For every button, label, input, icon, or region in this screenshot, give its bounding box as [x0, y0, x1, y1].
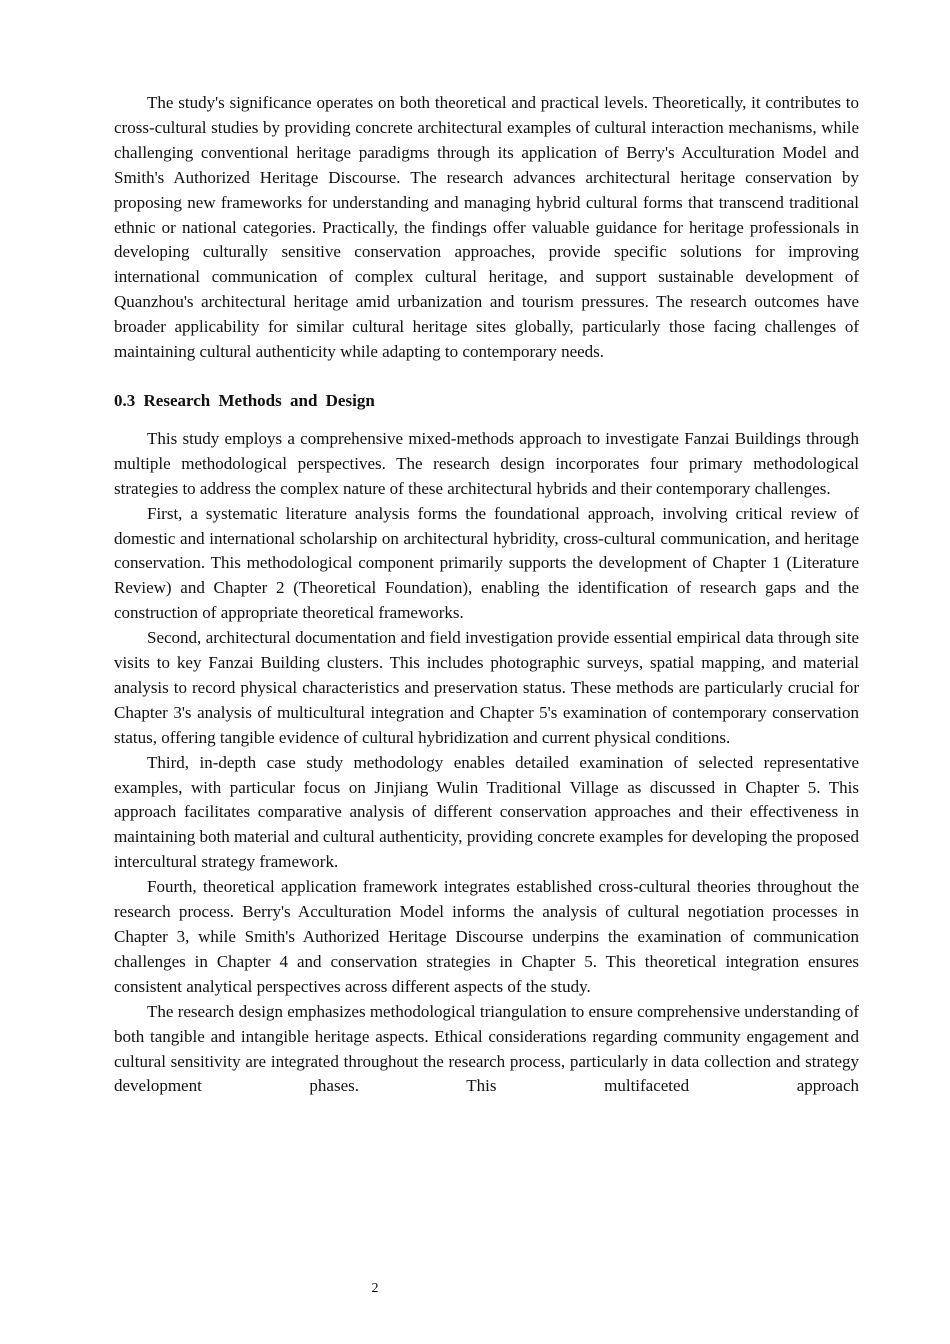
document-page [114, 91, 859, 1099]
case-study-paragraph: Third, in-depth case study methodology enables detailed examination of selected representative examples, with particular focus on Jinjiang Wulin Traditional Village as discussed in Chapter 5. This approach facilitates comparative analysis of different conservation approaches and their effectiveness in maintaining both material and cultural authenticity, providing concrete examples for developing the proposed intercultural strategy framework. [114, 752, 859, 872]
page-number: 2 [371, 1281, 379, 1296]
spacer [114, 365, 859, 389]
literature-analysis-paragraph: First, a systematic literature analysis forms the foundational approach, involving critical review of domestic and international scholarship on architectural hybridity, cross-cultural communication, and heritage conservation. This methodological component primarily supports the development of Chapter 1 (Literature Review) and Chapter 2 (Theoretical Foundation), enabling the identification of research gaps and the construction of appropriate theoretical frameworks. [114, 503, 859, 623]
field-investigation-paragraph: Second, architectural documentation and field investigation provide essential empirical data through site visits to key Fanzai Building clusters. This includes photographic surveys, spatial mapping, and material analysis to record physical characteristics and preservation status. These methods are particularly crucial for Chapter 3's analysis of multicultural integration and Chapter 5's examination of contemporary conservation status, offering tangible evidence of cultural hybridization and current physical conditions. [114, 628, 859, 747]
theoretical-framework-paragraph: Fourth, theoretical application framework integrates established cross-cultural theories throughout the research process. Berry's Acculturation Model informs the analysis of cultural negotiation processes in Chapter 3, while Smith's Authorized Heritage Discourse underpins the examination of communication challenges in Chapter 4 and conservation strategies in Chapter 5. This theoretical integration ensures consistent analytical perspectives across different aspects of the study. [114, 877, 859, 996]
section-heading: 0.3 Research Methods and Design [114, 390, 375, 410]
triangulation-paragraph: The research design emphasizes methodological triangulation to ensure comprehensive understanding of both tangible and intangible heritage aspects. Ethical considerations regarding community engagement and cultural sensitivity are integrated throughout the research process, particularly in data collection and strategy development phases. This multifaceted approach [114, 1001, 859, 1096]
significance-paragraph: The study's significance operates on both theoretical and practical levels. Theoretically, it contributes to cross-cultural studies by providing concrete architectural examples of cultural interaction mechanisms, while challenging conventional heritage paradigms through its application of Berry's Acculturation Model and Smith's Authorized Heritage Discourse. The research advances architectural heritage conservation by proposing new frameworks for understanding and managing hybrid cultural forms that transcend traditional ethnic or national categories. Practically, the findings offer valuable guidance for heritage professionals in developing culturally sensitive conservation approaches, provide specific solutions for improving international communication of complex cultural heritage, and support sustainable development of Quanzhou's architectural heritage amid urbanization and tourism pressures. The research outcomes have broader applicability for similar cultural heritage sites globally, particularly those facing challenges of maintaining cultural authenticity while adapting to contemporary needs. [114, 93, 859, 362]
spacer [114, 414, 859, 427]
methods-overview-paragraph: This study employs a comprehensive mixed-methods approach to investigate Fanzai Buildings through multiple methodological perspectives. The research design incorporates four primary methodological strategies to address the complex nature of these architectural hybrids and their contemporary challenges. [114, 428, 859, 498]
